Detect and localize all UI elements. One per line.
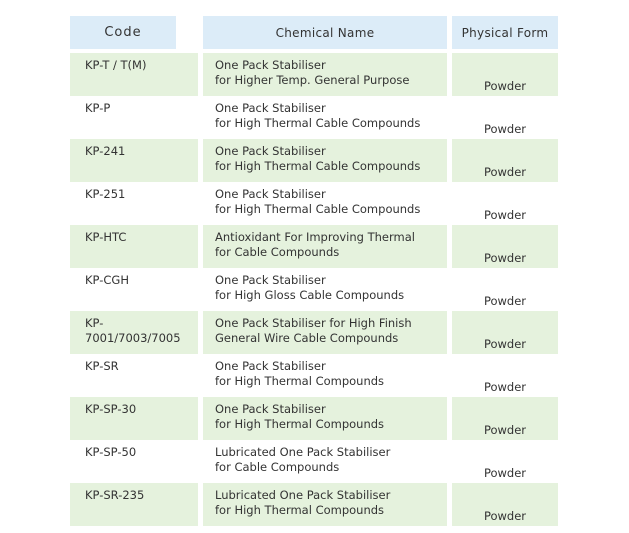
table-row	[70, 182, 558, 225]
chemical-name-cell: One Pack Stabiliser for High Gloss Cable Compounds	[215, 273, 405, 302]
table-row	[70, 311, 558, 354]
header-chemical-name: Chemical Name	[203, 16, 447, 49]
code-cell: KP-SP-30	[70, 397, 198, 440]
code-cell: KP-P	[85, 101, 111, 115]
product-table	[70, 16, 558, 526]
code-cell: KP-T / T(M)	[70, 53, 198, 96]
code-cell: KP-251	[85, 187, 126, 201]
chemical-name-cell: One Pack Stabiliser for High Thermal Cable Compounds	[215, 187, 421, 216]
table-row	[70, 225, 558, 268]
chemical-name-cell: One Pack Stabiliser for High Thermal Cable Compounds	[203, 139, 447, 182]
header-code: Code	[70, 16, 176, 49]
table-row	[70, 354, 558, 397]
code-cell: KP-HTC	[70, 225, 198, 268]
table-row	[70, 397, 558, 440]
physical-form-cell: Powder	[483, 465, 527, 480]
code-cell: KP-SP-50	[85, 445, 137, 459]
chemical-name-cell: One Pack Stabiliser for High Thermal Cable Compounds	[215, 101, 421, 130]
table-row	[70, 483, 558, 526]
code-cell: KP-SR-235	[70, 483, 198, 526]
physical-form-cell: Powder	[483, 207, 527, 222]
chemical-name-cell: One Pack Stabiliser for High Finish General Wire Cable Compounds	[203, 311, 447, 354]
physical-form-cell: Powder	[452, 483, 558, 526]
chemical-name-cell: One Pack Stabiliser for Higher Temp. General Purpose	[203, 53, 447, 96]
physical-form-cell: Powder	[452, 139, 558, 182]
physical-form-cell: Powder	[452, 225, 558, 268]
code-cell: KP-241	[70, 139, 198, 182]
header-physical-form: Physical Form	[452, 16, 558, 49]
table-header	[70, 16, 558, 49]
chemical-name-cell: Antioxidant For Improving Thermal for Cable Compounds	[203, 225, 447, 268]
code-cell: KP-7001/7003/7005	[70, 311, 198, 354]
table-row	[70, 96, 558, 139]
code-cell: KP-SR	[85, 359, 119, 373]
chemical-name-cell: One Pack Stabiliser for High Thermal Compounds	[203, 397, 447, 440]
code-cell: KP-CGH	[85, 273, 129, 287]
physical-form-cell: Powder	[452, 397, 558, 440]
table-row	[70, 440, 558, 483]
chemical-name-cell: Lubricated One Pack Stabiliser for Cable Compounds	[215, 445, 391, 474]
physical-form-cell: Powder	[483, 379, 527, 394]
physical-form-cell: Powder	[452, 311, 558, 354]
physical-form-cell: Powder	[452, 53, 558, 96]
table-row	[70, 268, 558, 311]
table-row	[70, 139, 558, 182]
physical-form-cell: Powder	[483, 121, 527, 136]
chemical-name-cell: One Pack Stabiliser for High Thermal Compounds	[215, 359, 385, 388]
physical-form-cell: Powder	[483, 293, 527, 308]
table-row	[70, 53, 558, 96]
chemical-name-cell: Lubricated One Pack Stabiliser for High Thermal Compounds	[203, 483, 447, 526]
